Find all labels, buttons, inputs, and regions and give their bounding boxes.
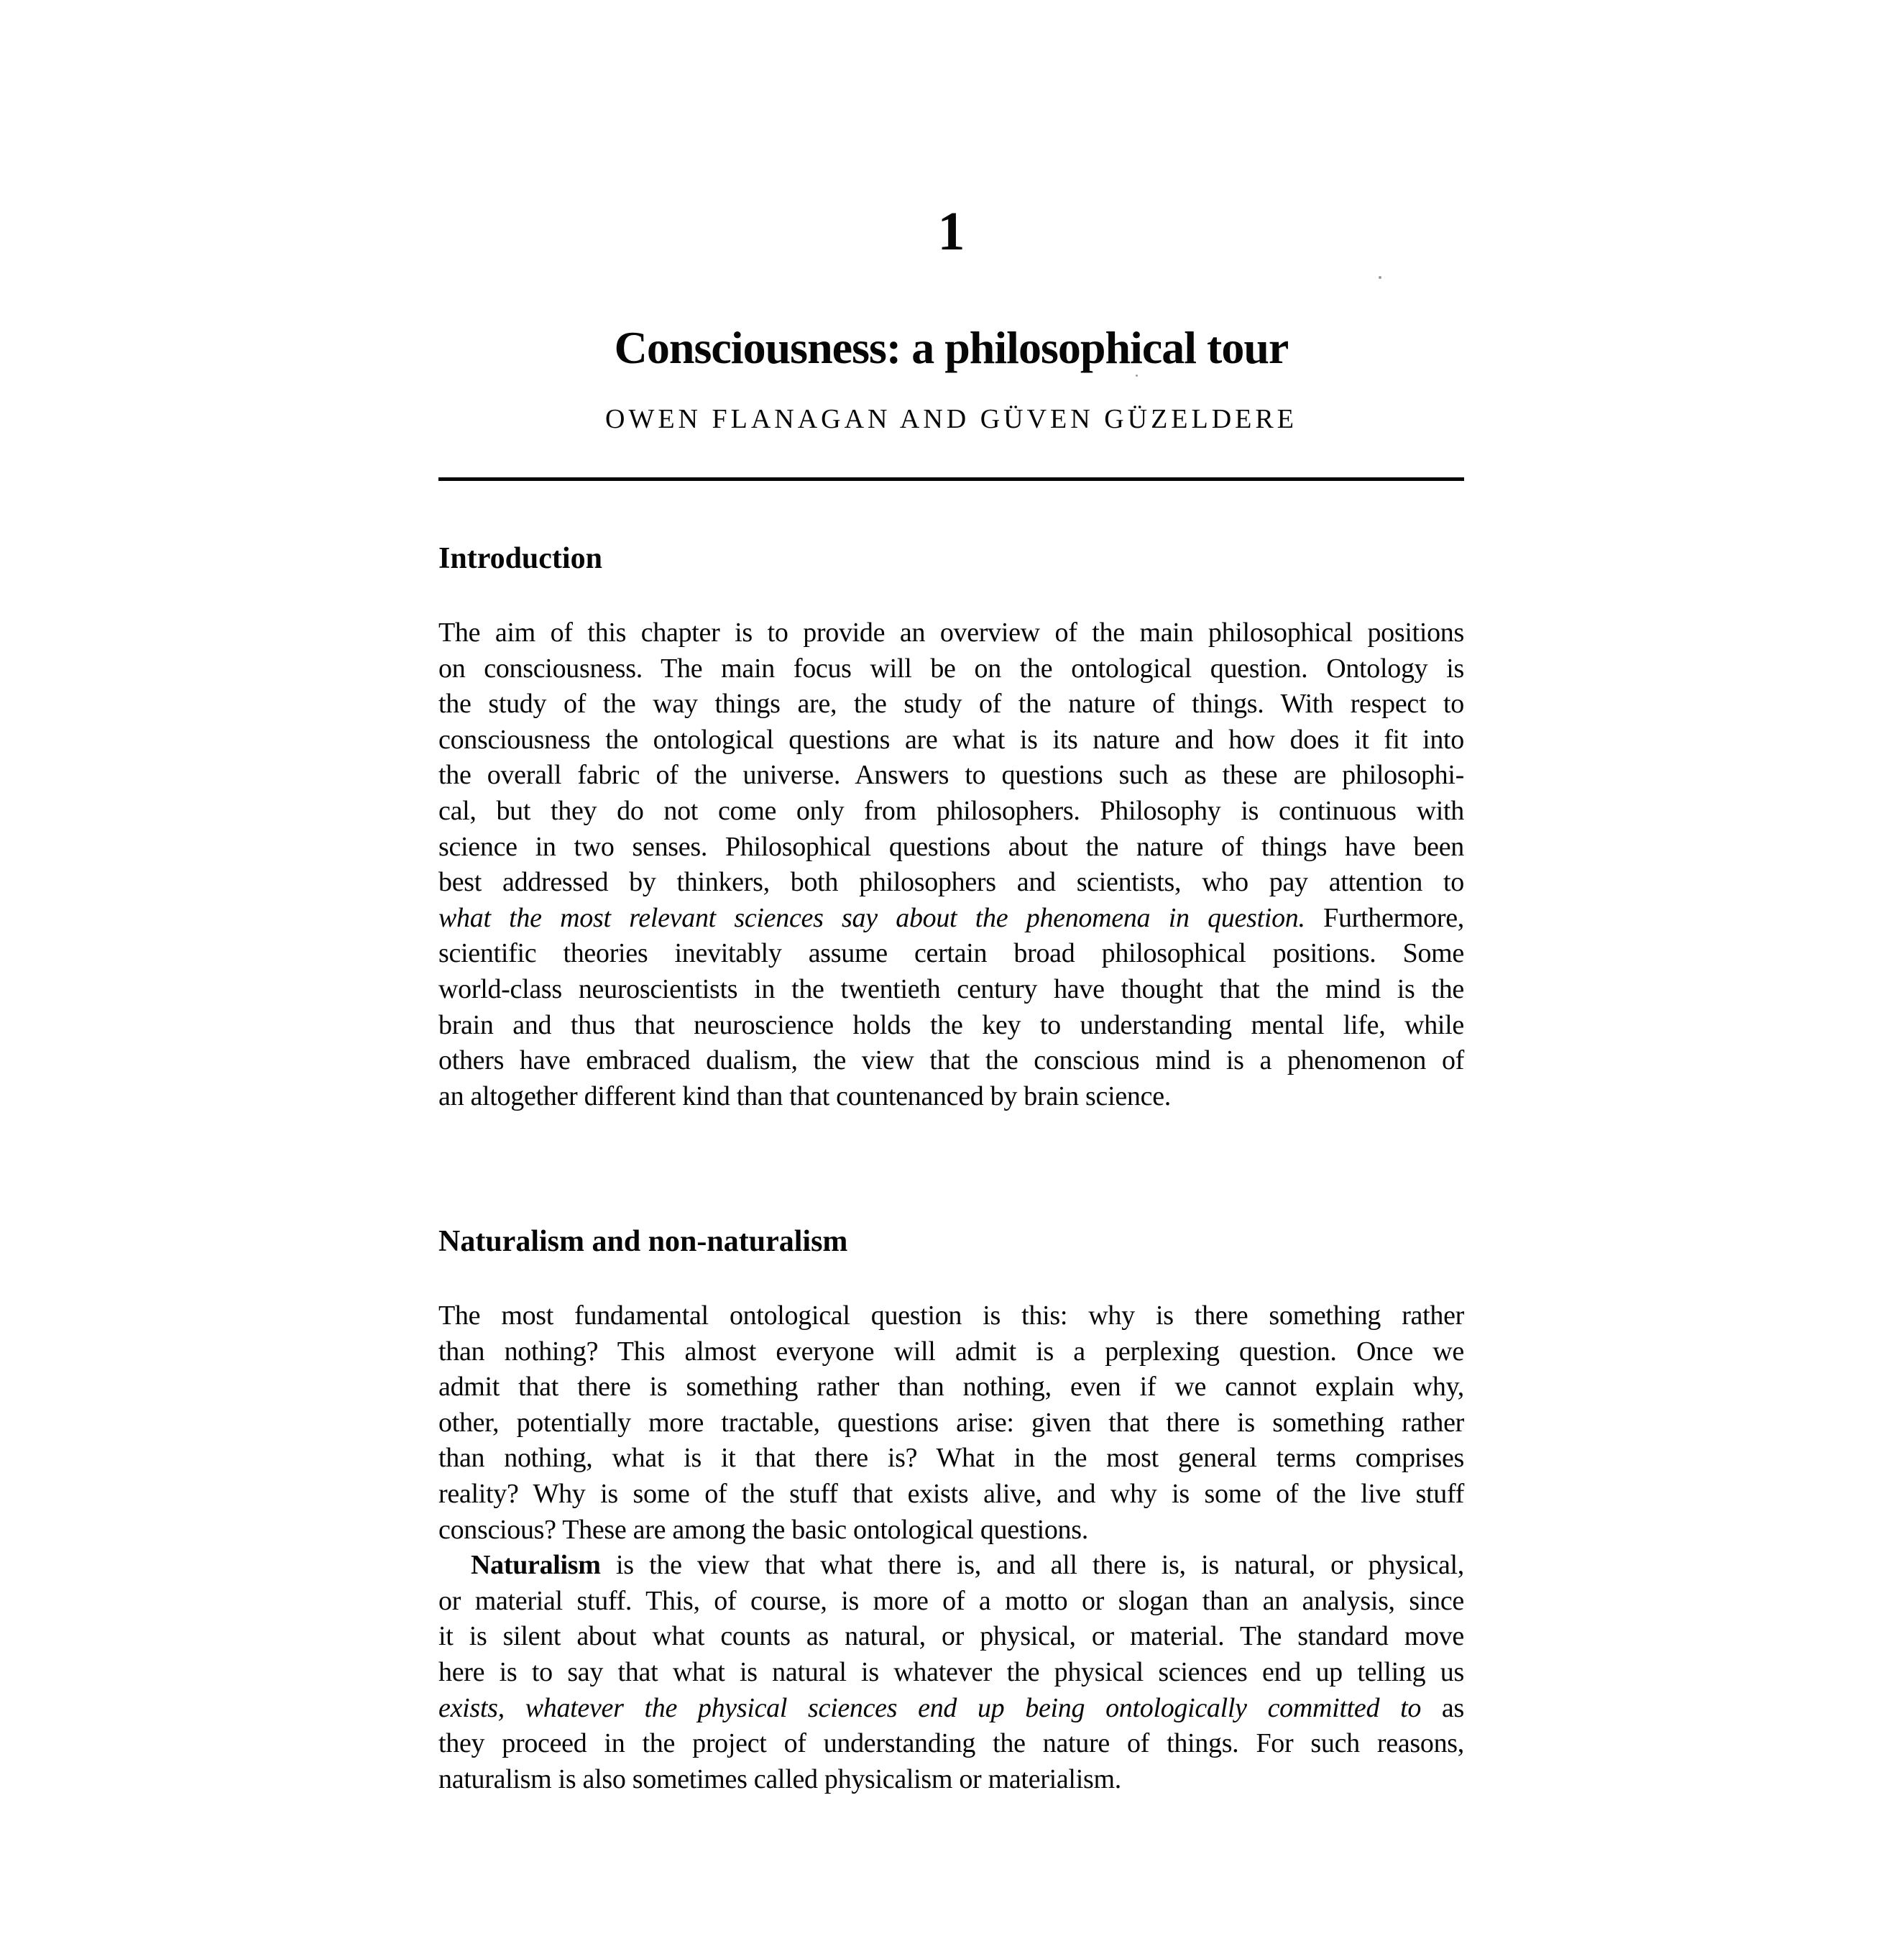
italic-text-fragment: what the most relevant sciences say about the phenomena in question. bbox=[438, 902, 1305, 933]
text-line: The aim of this chapter is to provide an overview of the main philosophical positions bbox=[438, 618, 1464, 648]
text-line: others have embraced dualism, the view that the conscious mind is a phenomenon of bbox=[438, 1045, 1464, 1076]
text-line bbox=[438, 1548, 1464, 1584]
text-line: than nothing, what is it that there is? What in the most general terms comprises bbox=[438, 1443, 1464, 1474]
text-line bbox=[438, 901, 1464, 937]
text-line: conscious? These are among the basic ontological questions. bbox=[438, 1514, 1088, 1545]
text-line: consciousness the ontological questions are what is its nature and how does it fit into bbox=[438, 724, 1464, 755]
text-line: the overall fabric of the universe. Answers to questions such as these are philosophi- bbox=[438, 760, 1464, 791]
text-line: naturalism is also sometimes called physicalism or materialism. bbox=[438, 1763, 1121, 1794]
section-heading-introduction: Introduction bbox=[438, 542, 602, 575]
text-line: The most fundamental ontological question is this: why is there something rather bbox=[438, 1300, 1464, 1331]
text-line: admit that there is something rather than nothing, even if we cannot explain why, bbox=[438, 1372, 1464, 1403]
introduction-paragraph bbox=[438, 615, 1464, 1114]
chapter-title: Consciousness: a philosophical tour bbox=[614, 322, 1289, 373]
text-line: cal, but they do not come only from philosophers. Philosophy is continuous with bbox=[438, 795, 1464, 826]
text-line: than nothing? This almost everyone will admit is a perplexing question. Once we bbox=[438, 1336, 1464, 1367]
bold-text-fragment: Naturalism bbox=[471, 1550, 601, 1581]
text-line: or material stuff. This, of course, is more of a motto or slogan than an analysis, since bbox=[438, 1585, 1464, 1616]
text-line: here is to say that what is natural is whatever the physical sciences end up telling us bbox=[438, 1656, 1464, 1687]
text-fragment: as bbox=[1421, 1692, 1464, 1723]
text-line: it is silent about what counts as natural, or physical, or material. The standard move bbox=[438, 1621, 1464, 1652]
text-fragment: is the view that what there is, and all there is, is natural, or physical, bbox=[600, 1550, 1464, 1581]
text-line: scientific theories inevitably assume certain broad philosophical positions. Some bbox=[438, 938, 1464, 969]
text-line: they proceed in the project of understanding the nature of things. For such reasons, bbox=[438, 1728, 1464, 1759]
text-line bbox=[438, 1691, 1464, 1727]
italic-text-fragment: exists, whatever the physical sciences end up being ontologically committed to bbox=[438, 1692, 1422, 1723]
text-line: an altogether different kind than that countenanced by brain science. bbox=[438, 1080, 1171, 1111]
text-line: world-class neuroscientists in the twentieth century have thought that the mind is the bbox=[438, 973, 1464, 1004]
text-line: reality? Why is some of the stuff that exists alive, and why is some of the live stuff bbox=[438, 1478, 1464, 1509]
naturalism-paragraphs bbox=[438, 1298, 1464, 1797]
scan-speck bbox=[1379, 276, 1381, 279]
text-line: on consciousness. The main focus will be on the ontological question. Ontology is bbox=[438, 653, 1464, 684]
text-line: best addressed by thinkers, both philosophers and scientists, who pay attention to bbox=[438, 867, 1464, 898]
text-line: brain and thus that neuroscience holds the key to understanding mental life, while bbox=[438, 1009, 1464, 1040]
chapter-number: 1 bbox=[937, 201, 965, 262]
text-line: other, potentially more tractable, questions arise: given that there is something rather bbox=[438, 1407, 1464, 1438]
authors-line: OWEN FLANAGAN AND GÜVEN GÜZELDERE bbox=[605, 404, 1297, 434]
text-line: the study of the way things are, the study of the nature of things. With respect to bbox=[438, 689, 1464, 720]
text-line: science in two senses. Philosophical questions about the nature of things have been bbox=[438, 831, 1464, 862]
section-heading-naturalism: Naturalism and non-naturalism bbox=[438, 1225, 848, 1258]
scan-speck bbox=[1136, 375, 1138, 377]
title-divider-rule bbox=[438, 477, 1464, 481]
text-fragment: Furthermore, bbox=[1305, 902, 1464, 933]
